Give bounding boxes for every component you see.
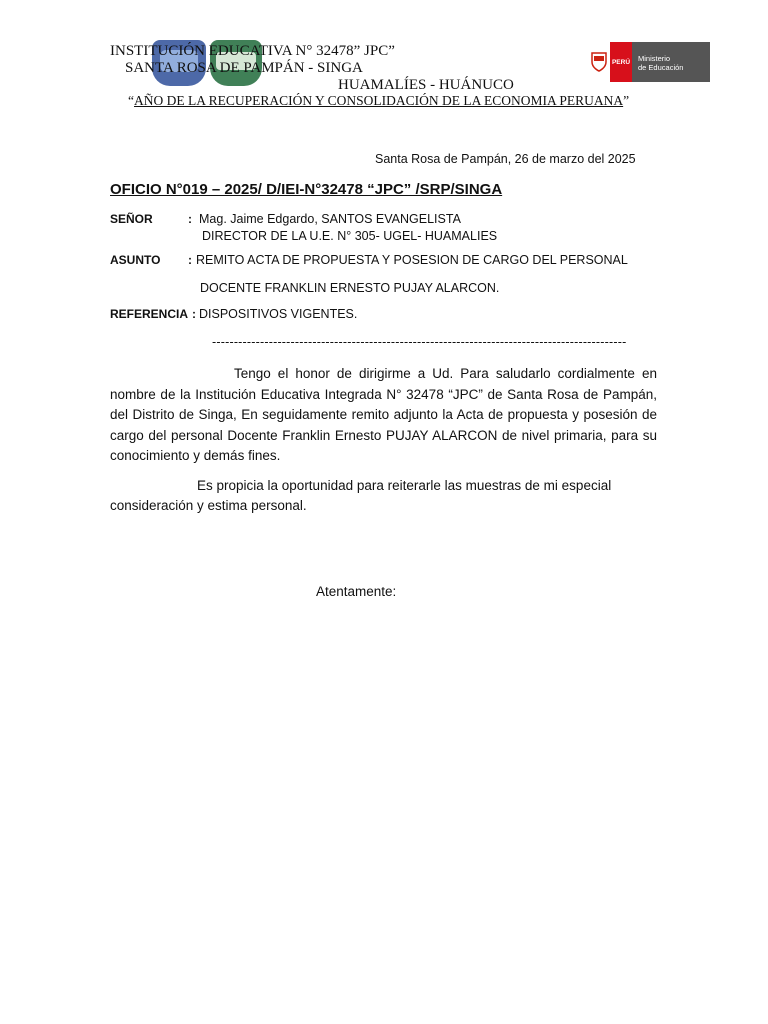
asunto-label: ASUNTO: [110, 253, 161, 267]
separator-line: -----------------------------------------------------------------------------------------------: [212, 335, 627, 349]
motto-close-quote: ”: [623, 93, 630, 108]
institution-province: HUAMALÍES - HUÁNUCO: [338, 77, 514, 93]
referencia-colon: :: [192, 307, 196, 321]
date-line: Santa Rosa de Pampán, 26 de marzo del 2025: [375, 152, 636, 166]
senor-colon: :: [188, 212, 192, 226]
logo-ministry-text: [632, 42, 710, 82]
logo-ministry-line2: de Educación: [638, 63, 684, 72]
senor-label: SEÑOR: [110, 212, 153, 226]
closing: Atentamente:: [316, 584, 397, 599]
asunto-line2: DOCENTE FRANKLIN ERNESTO PUJAY ALARCON.: [200, 281, 500, 295]
asunto-line1: REMITO ACTA DE PROPUESTA Y POSESION DE CARGO DEL PERSONAL: [196, 253, 628, 267]
senor-position: DIRECTOR DE LA U.E. N° 305- UGEL- HUAMALIES: [202, 229, 498, 243]
senor-name: Mag. Jaime Edgardo, SANTOS EVANGELISTA: [199, 212, 461, 226]
referencia-text: DISPOSITIVOS VIGENTES.: [199, 307, 358, 321]
oficio-title: OFICIO N°019 – 2025/ D/IEI-N°32478 “JPC” /SRP/SINGA: [110, 181, 503, 198]
asunto-colon: :: [188, 253, 192, 267]
logo-ministry-line1: Ministerio: [638, 54, 671, 63]
peru-shield-icon: [588, 42, 610, 82]
institution-location: SANTA ROSA DE PAMPÁN - SINGA: [125, 60, 363, 76]
institution-name: INSTITUCIÓN EDUCATIVA N° 32478” JPC”: [110, 43, 395, 59]
motto-open-quote: “: [128, 93, 134, 108]
referencia-label: REFERENCIA: [110, 307, 189, 321]
body-paragraph-2: Es propicia la oportunidad para reiterarle las muestras de mi especial consideración y estima personal.: [110, 478, 612, 513]
body-paragraph-1: Tengo el honor de dirigirme a Ud. Para saludarlo cordialmente en nombre de la Institución Educativa Integrada N° 32478 “JPC” de Santa Rosa de Pampán, del Distrito de Singa, En seguidamente remito adjunto la Acta de propuesta y posesión de cargo del personal Docente Franklin Ernesto PUJAY ALARCON de nivel primaria, para su conocimiento y demás fines.: [110, 366, 657, 463]
year-motto: [128, 93, 629, 109]
logo-country: PERÚ: [610, 42, 632, 82]
motto-text: AÑO DE LA RECUPERACIÓN Y CONSOLIDACIÓN DE LA ECONOMIA PERUANA: [134, 93, 624, 108]
ministry-of-education-logo: [588, 42, 710, 82]
